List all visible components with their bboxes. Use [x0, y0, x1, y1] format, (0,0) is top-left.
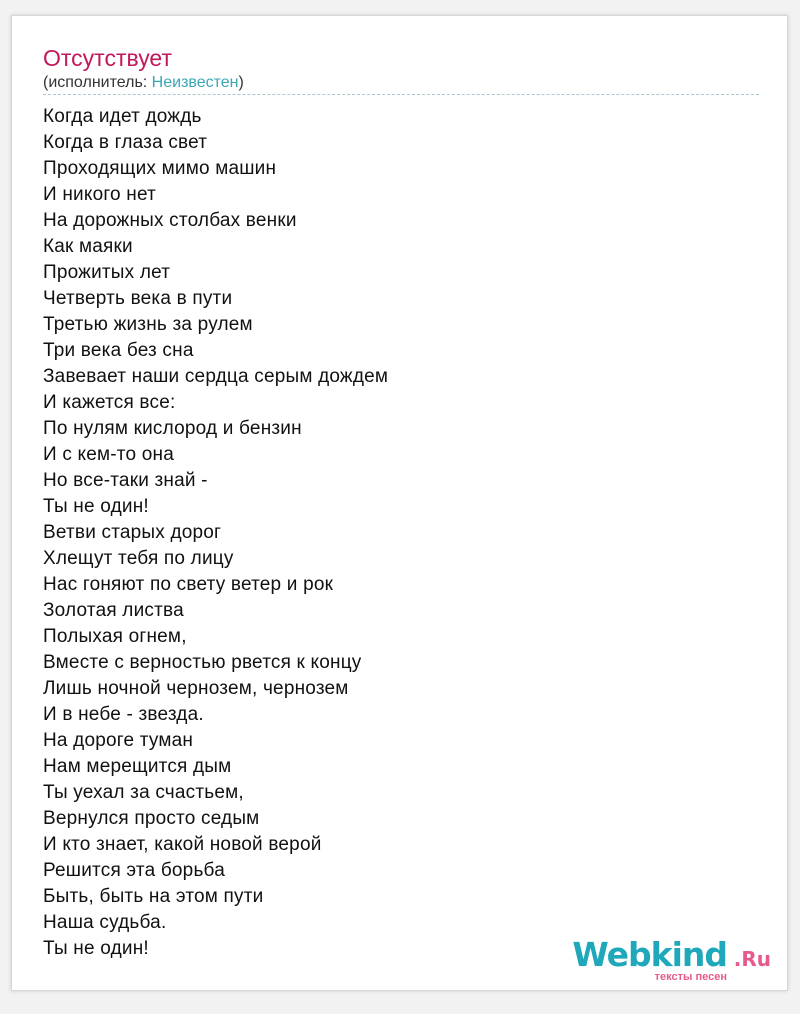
- lyric-line: Четверть века в пути: [43, 288, 233, 309]
- lyric-line: И с кем-то она: [43, 444, 174, 465]
- lyric-line: На дороге туман: [43, 730, 194, 751]
- lyric-line: И никого нет: [43, 184, 157, 205]
- lyric-line: Ветви старых дорог: [43, 522, 222, 543]
- artist-line: [43, 73, 244, 93]
- lyric-line: Наша судьба.: [43, 912, 167, 933]
- lyric-line: Быть, быть на этом пути: [43, 886, 264, 907]
- lyric-line: По нулям кислород и бензин: [43, 418, 302, 439]
- logo-word: Webkind: [572, 935, 727, 974]
- lyric-line: Ты не один!: [43, 496, 149, 517]
- site-logo[interactable]: [571, 935, 771, 985]
- lyric-line: Три века без сна: [43, 340, 194, 361]
- lyric-line: Как маяки: [43, 236, 133, 257]
- lyrics-card: [11, 15, 788, 991]
- lyric-line: И в небе - звезда.: [43, 704, 204, 725]
- lyric-line: Проходящих мимо машин: [43, 158, 277, 179]
- artist-prefix: (исполнитель:: [43, 74, 152, 91]
- lyric-line: Ты уехал за счастьем,: [43, 782, 244, 803]
- lyric-line: Хлещут тебя по лицу: [43, 548, 234, 569]
- lyric-line: Ты не один!: [43, 938, 149, 959]
- lyrics-list: [43, 104, 388, 962]
- lyric-line: Но все-таки знай -: [43, 470, 208, 491]
- lyric-line: Золотая листва: [43, 600, 184, 621]
- logo-tld: .Ru: [733, 947, 771, 971]
- lyric-line: Когда идет дождь: [43, 106, 202, 127]
- lyric-line: И кто знает, какой новой верой: [43, 834, 322, 855]
- lyric-line: Когда в глаза свет: [43, 132, 208, 153]
- lyric-line: И кажется все:: [43, 392, 176, 413]
- artist-suffix: ): [238, 74, 244, 91]
- lyric-line: На дорожных столбах венки: [43, 210, 297, 231]
- lyric-line: Нам мерещится дым: [43, 756, 232, 777]
- lyric-line: Вместе с верностью рвется к концу: [43, 652, 362, 673]
- lyric-line: Решится эта борьба: [43, 860, 225, 881]
- lyric-line: Завевает наши сердца серым дождем: [43, 366, 389, 387]
- lyric-line: Полыхая огнем,: [43, 626, 187, 647]
- lyric-line: Третью жизнь за рулем: [43, 314, 253, 335]
- song-title: Отсутствует: [43, 45, 172, 71]
- logo-tagline: тексты песен: [654, 971, 727, 983]
- lyric-line: Нас гоняют по свету ветер и рок: [43, 574, 334, 595]
- header-divider: [43, 94, 759, 95]
- artist-link[interactable]: Неизвестен: [151, 74, 239, 91]
- lyric-line: Прожитых лет: [43, 262, 171, 283]
- lyric-line: Лишь ночной чернозем, чернозем: [43, 678, 349, 699]
- lyric-line: Вернулся просто седым: [43, 808, 260, 829]
